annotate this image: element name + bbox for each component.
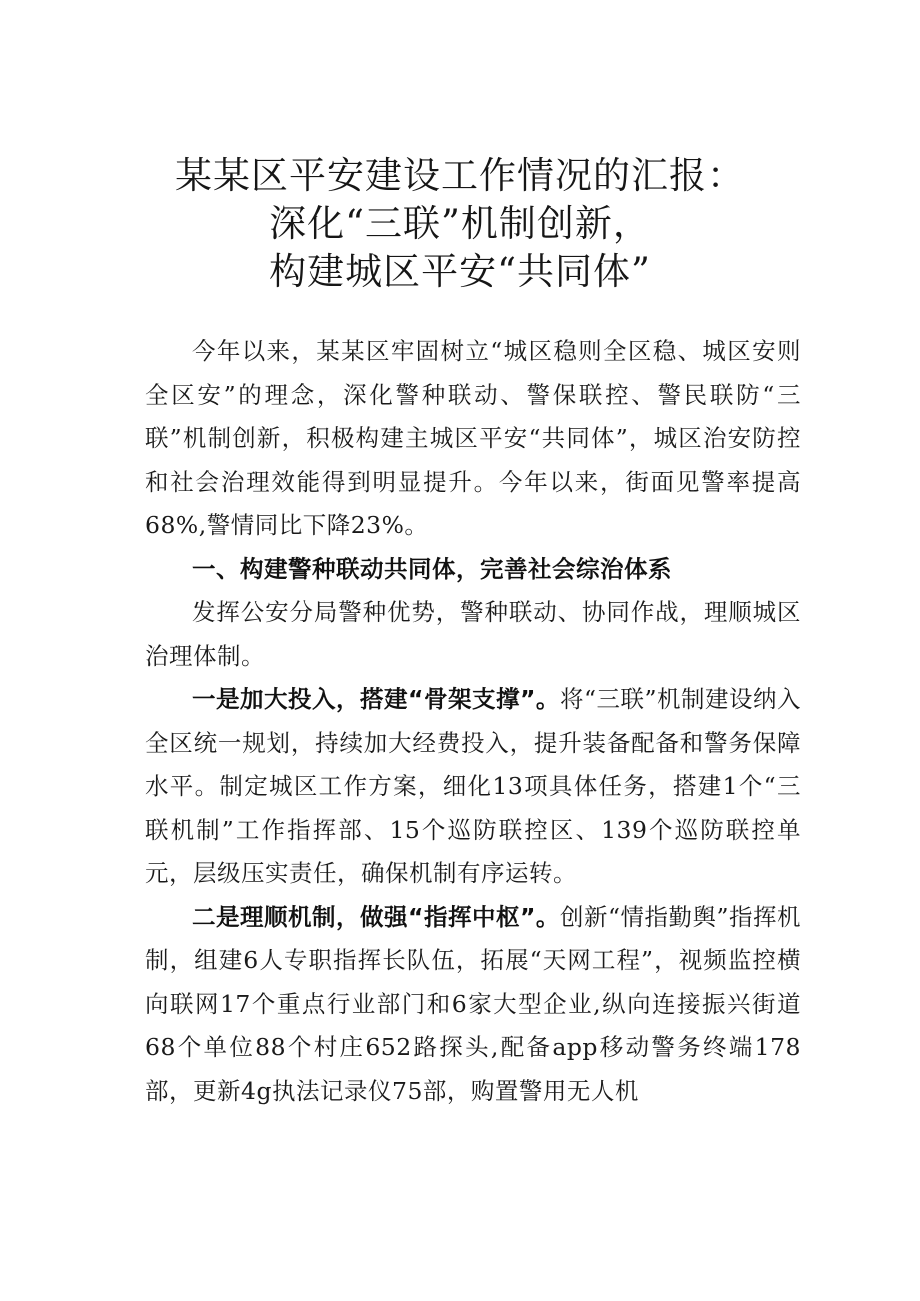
title-line-2: 深化“三联”机制创新， bbox=[269, 202, 651, 245]
section-summary-paragraph: 发挥公安分局警种优势，警种联动、协同作战，理顺城区治理体制。 bbox=[145, 598, 801, 670]
point-two-paragraph bbox=[145, 896, 801, 1114]
section-heading: 一、构建警种联动共同体，完善社会综治体系 bbox=[192, 554, 672, 583]
point-one-lead: 一是加大投入，搭建“骨架支撑”。 bbox=[192, 685, 560, 713]
intro-paragraph: 今年以来，某某区牢固树立“城区稳则全区稳、城区安则全区安”的理念，深化警种联动、警保联控、警民联防“三联”机制创新，积极构建主城区平安“共同体”，城区治安防控和社会治理效能得到明显提升。今年以来，街面见警率提高68%,警情同比下降23%。 bbox=[145, 337, 801, 539]
document-title bbox=[60, 152, 860, 296]
document-body bbox=[145, 330, 801, 1113]
point-two-text: 创新“情指勤舆”指挥机制，组建6人专职指挥长队伍，拓展“天网工程”，视频监控横向联网17个重点行业部门和6家大型企业,纵向连接振兴街道68个单位88个村庄652路探头,配备app移动警务终端178部，更新4g执法记录仪75部，购置警用无人机 bbox=[145, 902, 801, 1105]
point-one-text: 将“三联”机制建设纳入全区统一规划，持续加大经费投入，提升装备配备和警务保障水平。制定城区工作方案，细化13项具体任务，搭建1个“三联机制”工作指挥部、15个巡防联控区、139个巡防联控单元，层级压实责任，确保机制有序运转。 bbox=[145, 685, 801, 887]
title-line-1: 某某区平安建设工作情况的汇报： bbox=[175, 154, 745, 197]
point-one-paragraph bbox=[145, 678, 801, 896]
title-line-3: 构建城区平安“共同体” bbox=[269, 250, 651, 293]
point-two-lead: 二是理顺机制，做强“指挥中枢”。 bbox=[192, 902, 560, 931]
